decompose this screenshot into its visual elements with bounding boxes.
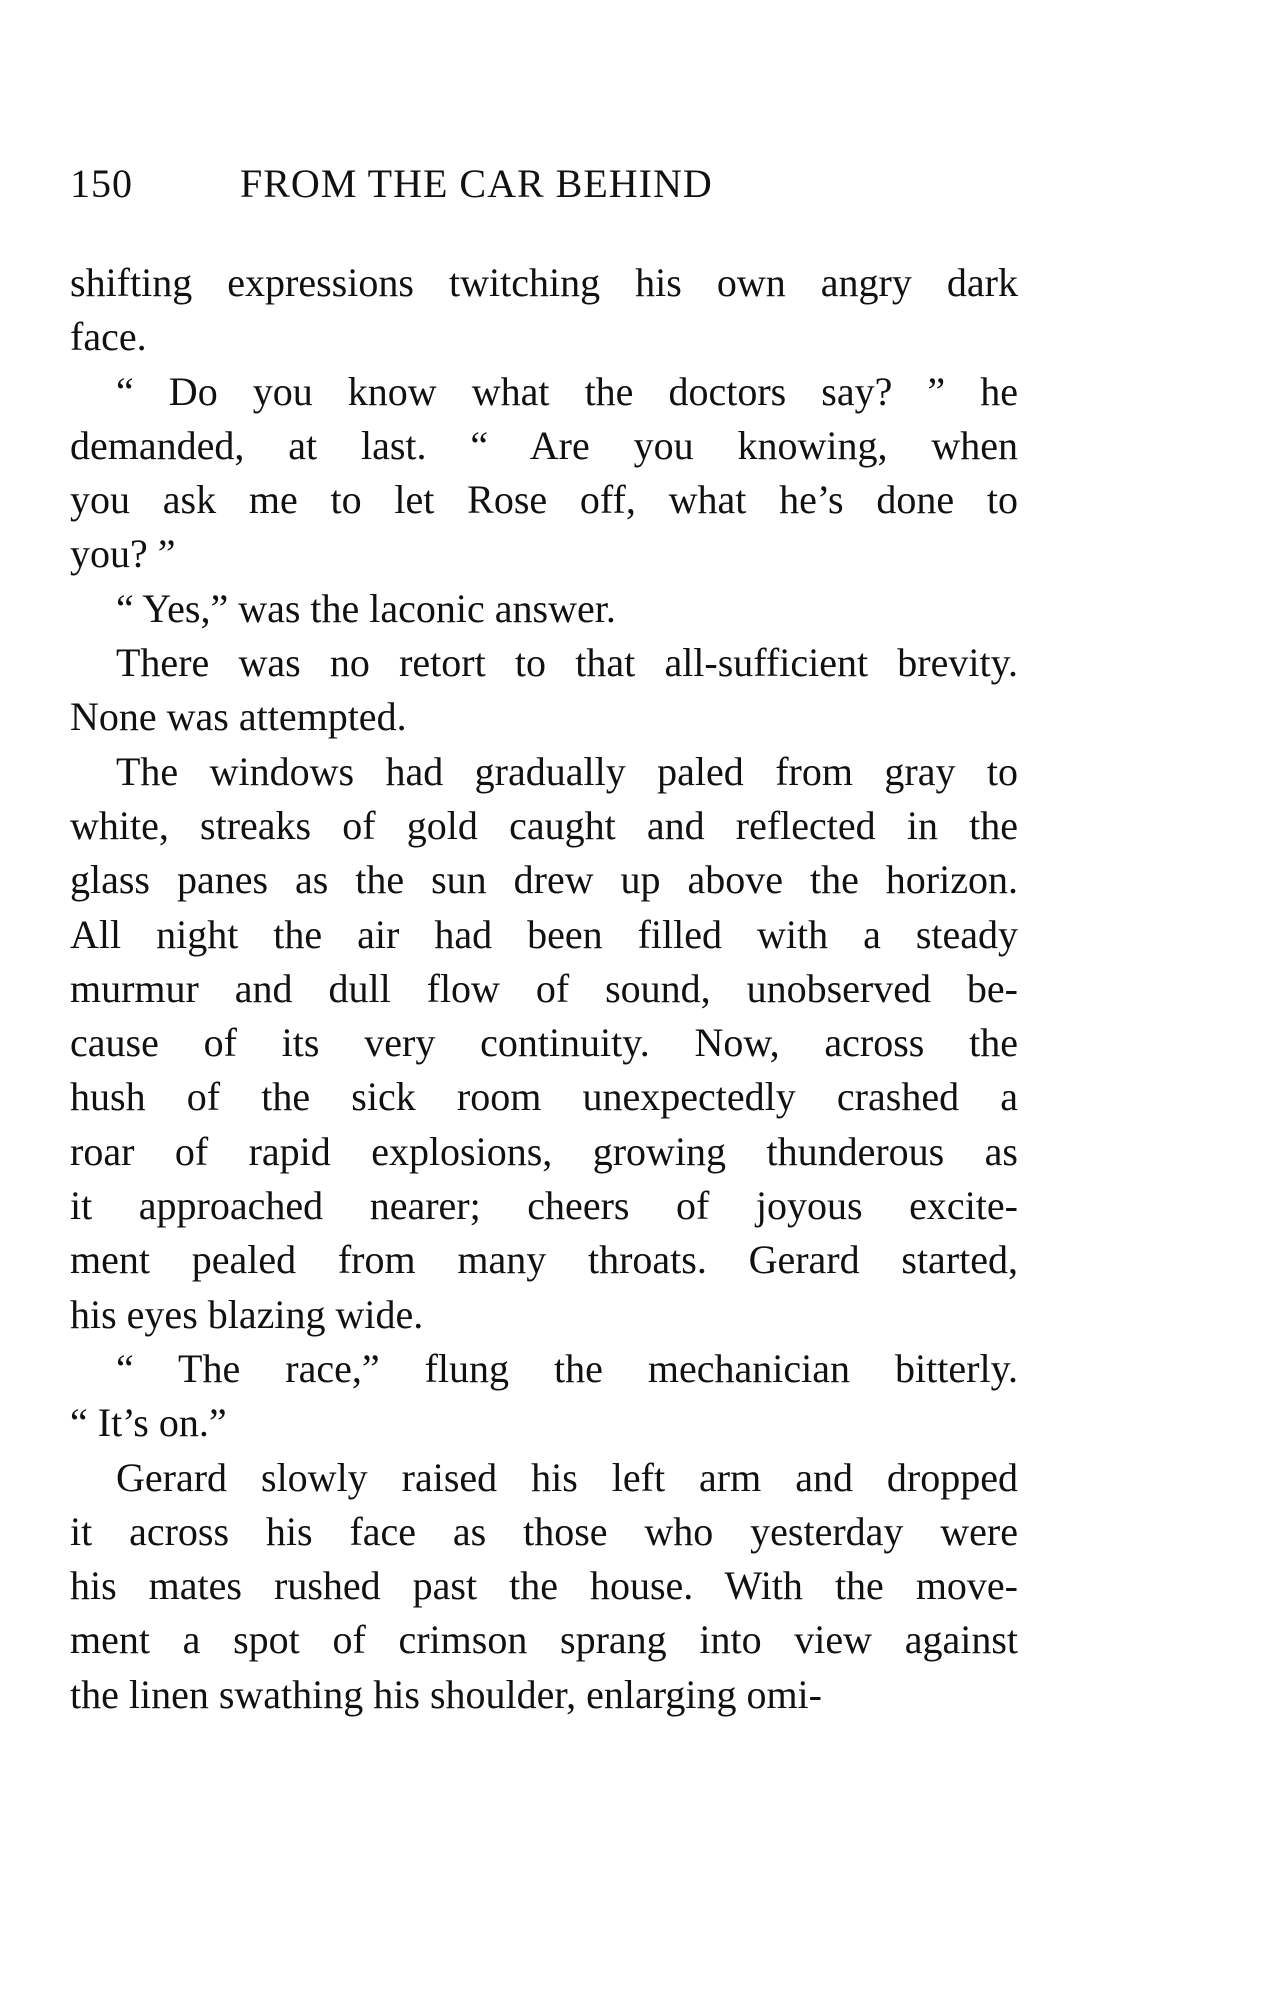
text-line: ment pealed from many throats. Gerard started, — [70, 1237, 1018, 1283]
text-line: face. — [70, 314, 147, 360]
text-line: his eyes blazing wide. — [70, 1291, 424, 1337]
paragraph — [70, 636, 1018, 745]
text-line: “ The race,” flung the mechanician bitterly. — [116, 1345, 1018, 1391]
text-line: shifting expressions twitching his own angry dark — [70, 260, 1018, 305]
text-line: All night the air had been filled with a steady — [70, 911, 1018, 957]
body-text — [70, 256, 1018, 1722]
text-line: “ Yes,” was the laconic answer. — [116, 585, 616, 631]
text-line: glass panes as the sun drew up above the horizon. — [70, 857, 1018, 903]
text-line: There was no retort to that all-sufficient brevity. — [116, 640, 1018, 686]
paragraph — [70, 256, 1018, 365]
text-line: his mates rushed past the house. With the move- — [70, 1563, 1018, 1609]
page-number: 150 — [70, 161, 133, 206]
text-line: you ask me to let Rose off, what he’s done to — [70, 477, 1018, 523]
paragraph — [70, 1451, 1018, 1722]
text-line: it across his face as those who yesterday were — [70, 1508, 1018, 1554]
text-line: Gerard slowly raised his left arm and dropped — [116, 1454, 1018, 1500]
text-line: cause of its very continuity. Now, across the — [70, 1020, 1018, 1066]
text-line: hush of the sick room unexpectedly crashed a — [70, 1074, 1018, 1120]
paragraph — [70, 745, 1018, 1342]
text-line: demanded, at last. “ Are you knowing, when — [70, 422, 1018, 468]
text-line: white, streaks of gold caught and reflected in the — [70, 802, 1018, 848]
text-line: ment a spot of crimson sprang into view against — [70, 1617, 1018, 1663]
text-line: you? ” — [70, 531, 176, 577]
page-header — [70, 160, 1030, 220]
text-line: roar of rapid explosions, growing thunderous as — [70, 1128, 1018, 1174]
text-line: murmur and dull flow of sound, unobserved be- — [70, 965, 1018, 1011]
paragraph — [70, 365, 1018, 582]
text-line: “ Do you know what the doctors say? ” he — [116, 368, 1018, 414]
text-line: None was attempted. — [70, 694, 407, 740]
running-head: FROM THE CAR BEHIND — [240, 161, 713, 206]
text-line: the linen swathing his shoulder, enlarging omi- — [70, 1671, 822, 1717]
paragraph — [70, 1342, 1018, 1451]
paragraph — [70, 582, 1018, 636]
text-line: “ It’s on.” — [70, 1400, 227, 1446]
text-line: it approached nearer; cheers of joyous excite- — [70, 1183, 1018, 1229]
text-line: The windows had gradually paled from gray to — [116, 748, 1018, 794]
